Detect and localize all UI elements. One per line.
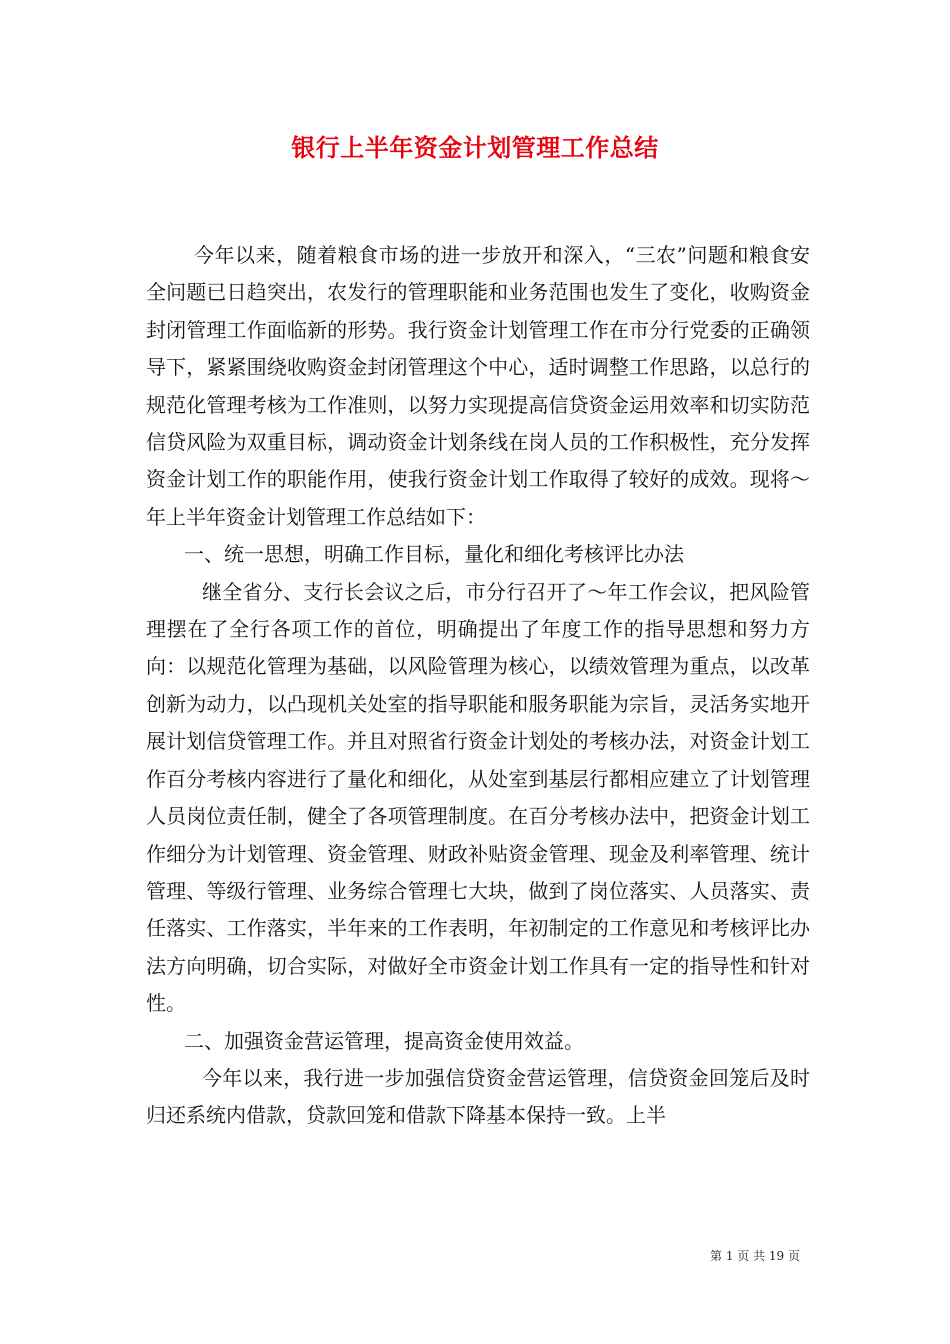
- document-body: [146, 237, 810, 1135]
- section-heading-1: 一、统一思想，明确工作目标，量化和细化考核评比办法: [184, 542, 684, 567]
- paragraph-intro: 今年以来，随着粮食市场的进一步放开和深入，“三农”问题和粮食安全问题已日趋突出，农发行的管理职能和业务范围也发生了变化，收购资金封闭管理工作面临新的形势。我行资金计划管理工作在市分行党委的正确领导下，紧紧围绕收购资金封闭管理这个中心，适时调整工作思路，以总行的规范化管理考核为工作准则，以努力实现提高信贷资金运用效率和切实防范信贷风险为双重目标，调动资金计划条线在岗人员的工作积极性，充分发挥资金计划工作的职能作用，使我行资金计划工作取得了较好的成效。现将～年上半年资金计划管理工作总结如下：: [146, 243, 810, 529]
- paragraph-section-1: 继全省分、支行长会议之后，市分行召开了～年工作会议，把风险管理摆在了全行各项工作的首位，明确提出了年度工作的指导思想和努力方向：以规范化管理为基础，以风险管理为核心，以绩效管理为重点，以改革创新为动力，以凸现机关处室的指导职能和服务职能为宗旨，灵活务实地开展计划信贷管理工作。并且对照省行资金计划处的考核办法，对资金计划工作百分考核内容进行了量化和细化，从处室到基层行都相应建立了计划管理人员岗位责任制，健全了各项管理制度。在百分考核办法中，把资金计划工作细分为计划管理、资金管理、财政补贴资金管理、现金及利率管理、统计管理、等级行管理、业务综合管理七大块，做到了岗位落实、人员落实、责任落实、工作落实，半年来的工作表明，年初制定的工作意见和考核评比办法方向明确，切合实际，对做好全市资金计划工作具有一定的指导性和针对性。: [146, 579, 810, 1016]
- page-title: 银行上半年资金计划管理工作总结: [291, 133, 659, 162]
- page-number: 第 1 页 共 19 页: [710, 1249, 800, 1263]
- paragraph-section-2: 今年以来，我行进一步加强信贷资金营运管理，信贷资金回笼后及时归还系统内借款，贷款回笼和借款下降基本保持一致。上半: [146, 1065, 810, 1128]
- section-heading-2: 二、加强资金营运管理，提高资金使用效益。: [184, 1028, 584, 1053]
